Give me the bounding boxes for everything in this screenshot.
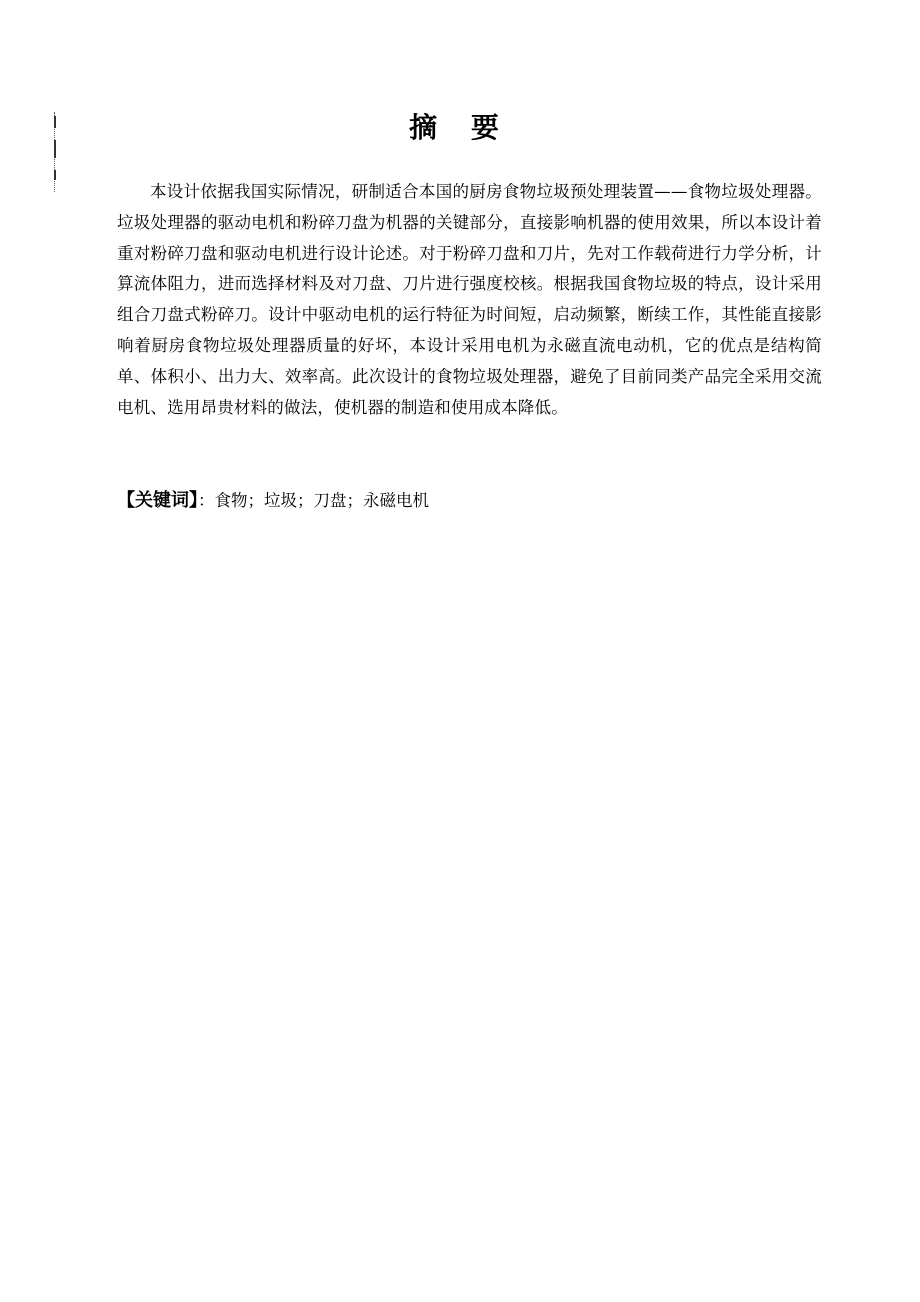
keywords-label: 【关键词】 — [117, 490, 198, 511]
page-title: 摘 要 — [409, 111, 511, 144]
keywords-value: ：食物；垃圾；刀盘；永磁电机 — [198, 491, 429, 510]
binding-mark — [54, 170, 56, 180]
keywords-line — [117, 486, 822, 516]
abstract-paragraph: 本设计依据我国实际情况，研制适合本国的厨房食物垃圾预处理装置——食物垃圾处理器。垃圾处理器的驱动电机和粉碎刀盘为机器的关键部分，直接影响机器的使用效果，所以本设计着重对粉碎刀盘和驱动电机进行设计论述。对于粉碎刀盘和刀片，先对工作载荷进行力学分析，计算流体阻力，进而选择材料及对刀盘、刀片进行强度校核。根据我国食物垃圾的特点，设计采用组合刀盘式粉碎刀。设计中驱动电机的运行特征为时间短，启动频繁，断续工作，其性能直接影响着厨房食物垃圾处理器质量的好坏，本设计采用电机为永磁直流电动机，它的优点是结构简单、体积小、出力大、效率高。此次设计的食物垃圾处理器，避免了目前同类产品完全采用交流电机、选用昂贵材料的做法，使机器的制造和使用成本降低。 — [117, 182, 822, 417]
